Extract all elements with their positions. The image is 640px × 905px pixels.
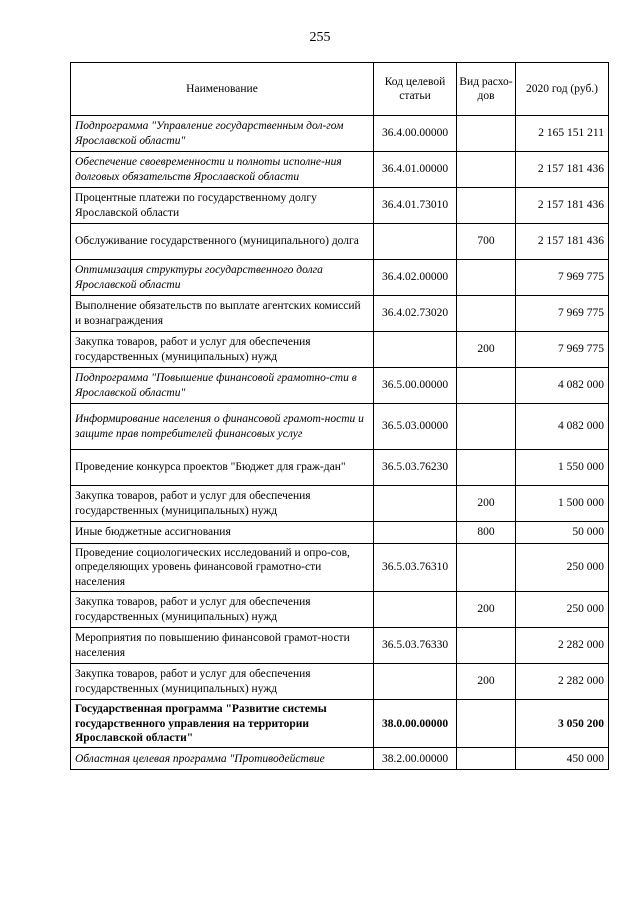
row-kind: 700 xyxy=(457,224,516,260)
row-code xyxy=(374,224,457,260)
row-code xyxy=(374,592,457,628)
row-name: Подпрограмма "Повышение финансовой грамотно-сти в Ярославской области" xyxy=(71,368,374,404)
table-row xyxy=(71,404,609,450)
table-header-row xyxy=(71,63,609,116)
row-name: Закупка товаров, работ и услуг для обеспечения государственных (муниципальных) нужд xyxy=(71,486,374,522)
table-row xyxy=(71,296,609,332)
row-name: Закупка товаров, работ и услуг для обеспечения государственных (муниципальных) нужд xyxy=(71,332,374,368)
table-row xyxy=(71,544,609,592)
row-code xyxy=(374,486,457,522)
row-name: Иные бюджетные ассигнования xyxy=(71,522,374,544)
row-code: 38.0.00.00000 xyxy=(374,700,457,748)
row-sum: 2 282 000 xyxy=(516,664,609,700)
row-code: 36.4.02.00000 xyxy=(374,260,457,296)
row-sum: 2 157 181 436 xyxy=(516,224,609,260)
row-code: 36.5.03.76230 xyxy=(374,450,457,486)
header-kind: Вид расхо-дов xyxy=(457,63,516,116)
table-body xyxy=(71,116,609,770)
row-code: 36.4.01.00000 xyxy=(374,152,457,188)
budget-table xyxy=(70,62,609,770)
table-row xyxy=(71,188,609,224)
row-name: Подпрограмма "Управление государственным дол-гом Ярославской области" xyxy=(71,116,374,152)
table-row xyxy=(71,748,609,770)
row-sum: 2 282 000 xyxy=(516,628,609,664)
table-row xyxy=(71,116,609,152)
header-sum: 2020 год (руб.) xyxy=(516,63,609,116)
table-row xyxy=(71,700,609,748)
row-sum: 2 165 151 211 xyxy=(516,116,609,152)
row-code: 36.5.03.76330 xyxy=(374,628,457,664)
table-row xyxy=(71,152,609,188)
page-number: 255 xyxy=(309,30,331,45)
table-row xyxy=(71,450,609,486)
row-sum: 1 550 000 xyxy=(516,450,609,486)
table-row xyxy=(71,592,609,628)
row-kind xyxy=(457,116,516,152)
row-code: 36.4.02.73020 xyxy=(374,296,457,332)
row-code xyxy=(374,664,457,700)
row-code xyxy=(374,332,457,368)
row-sum: 7 969 775 xyxy=(516,332,609,368)
row-code: 36.4.01.73010 xyxy=(374,188,457,224)
header-code: Код целевой статьи xyxy=(374,63,457,116)
row-kind xyxy=(457,700,516,748)
table-row xyxy=(71,332,609,368)
row-kind: 200 xyxy=(457,664,516,700)
row-name: Проведение социологических исследований и опро-сов, определяющих уровень финансовой грамотно-сти населения xyxy=(71,544,374,592)
row-kind xyxy=(457,544,516,592)
row-kind xyxy=(457,296,516,332)
row-sum: 4 082 000 xyxy=(516,404,609,450)
row-name: Обеспечение своевременности и полноты исполне-ния долговых обязательств Ярославской области xyxy=(71,152,374,188)
row-sum: 50 000 xyxy=(516,522,609,544)
row-name: Обслуживание государственного (муниципального) долга xyxy=(71,224,374,260)
row-kind xyxy=(457,748,516,770)
row-kind: 200 xyxy=(457,332,516,368)
row-sum: 3 050 200 xyxy=(516,700,609,748)
row-code: 36.5.03.76310 xyxy=(374,544,457,592)
row-sum: 250 000 xyxy=(516,544,609,592)
row-code xyxy=(374,522,457,544)
row-name: Процентные платежи по государственному долгу Ярославской области xyxy=(71,188,374,224)
row-code: 36.5.03.00000 xyxy=(374,404,457,450)
row-sum: 450 000 xyxy=(516,748,609,770)
row-name: Государственная программа "Развитие системы государственного управления на территории Ярославской области" xyxy=(71,700,374,748)
table-row xyxy=(71,628,609,664)
row-code: 36.5.00.00000 xyxy=(374,368,457,404)
row-name: Закупка товаров, работ и услуг для обеспечения государственных (муниципальных) нужд xyxy=(71,592,374,628)
row-kind xyxy=(457,450,516,486)
row-sum: 7 969 775 xyxy=(516,260,609,296)
row-name: Проведение конкурса проектов "Бюджет для граж-дан" xyxy=(71,450,374,486)
table-row xyxy=(71,522,609,544)
row-name: Закупка товаров, работ и услуг для обеспечения государственных (муниципальных) нужд xyxy=(71,664,374,700)
table-row xyxy=(71,664,609,700)
header-name: Наименование xyxy=(71,63,374,116)
row-sum: 1 500 000 xyxy=(516,486,609,522)
row-kind xyxy=(457,260,516,296)
row-code: 38.2.00.00000 xyxy=(374,748,457,770)
row-name: Выполнение обязательств по выплате агентских комиссий и вознаграждения xyxy=(71,296,374,332)
row-kind xyxy=(457,152,516,188)
row-kind xyxy=(457,628,516,664)
row-name: Областная целевая программа "Противодействие xyxy=(71,748,374,770)
row-name: Мероприятия по повышению финансовой грамот-ности населения xyxy=(71,628,374,664)
table-row xyxy=(71,260,609,296)
row-kind: 800 xyxy=(457,522,516,544)
row-sum: 2 157 181 436 xyxy=(516,188,609,224)
row-code: 36.4.00.00000 xyxy=(374,116,457,152)
row-sum: 7 969 775 xyxy=(516,296,609,332)
table-row xyxy=(71,368,609,404)
row-name: Оптимизация структуры государственного долга Ярославской области xyxy=(71,260,374,296)
row-kind xyxy=(457,404,516,450)
row-kind: 200 xyxy=(457,592,516,628)
row-kind xyxy=(457,188,516,224)
table-row xyxy=(71,486,609,522)
row-sum: 2 157 181 436 xyxy=(516,152,609,188)
row-sum: 4 082 000 xyxy=(516,368,609,404)
row-kind xyxy=(457,368,516,404)
row-kind: 200 xyxy=(457,486,516,522)
row-name: Информирование населения о финансовой грамот-ности и защите прав потребителей финансовых услуг xyxy=(71,404,374,450)
row-sum: 250 000 xyxy=(516,592,609,628)
table-row xyxy=(71,224,609,260)
